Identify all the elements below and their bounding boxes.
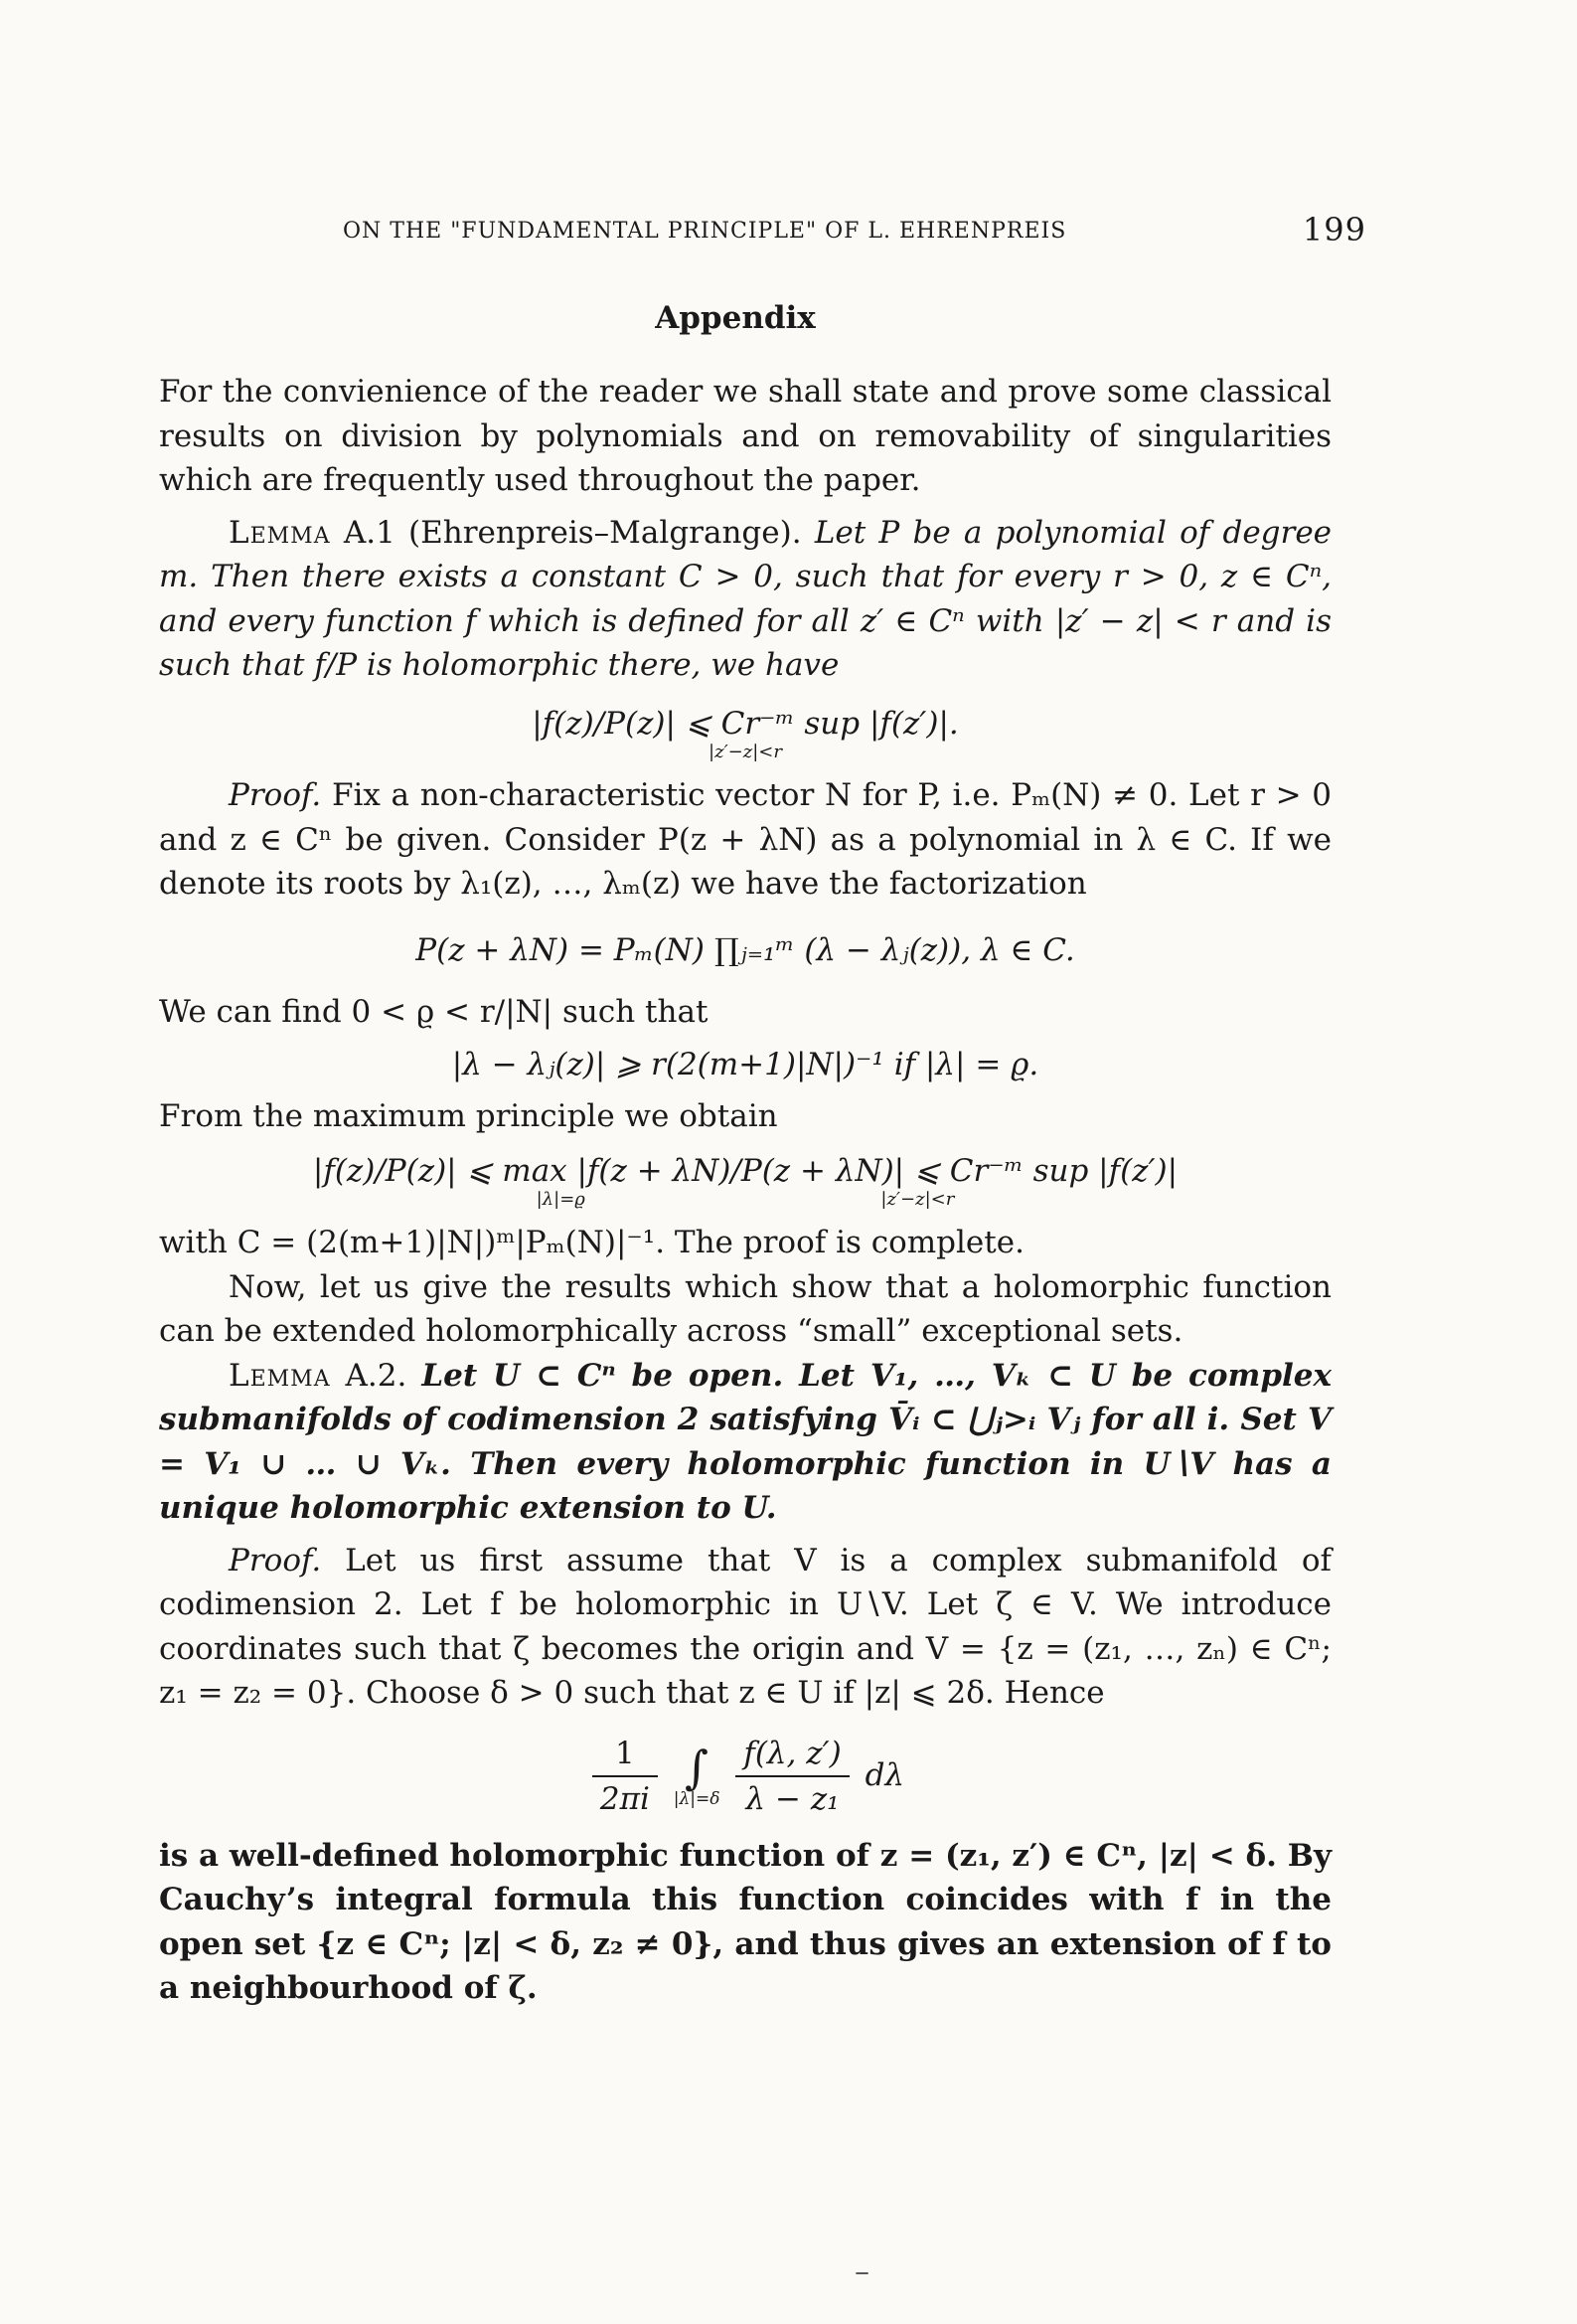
lemma-label: Lemma (229, 514, 331, 551)
factorization-formula: P(z + λN) = Pₘ(N) ∏ⱼ₌₁ᵐ (λ − λⱼ(z)), λ ∈ C. (415, 931, 1075, 968)
bound-formula: |λ − λⱼ(z)| ⩾ r(2(m+1)|N|)⁻¹ if |λ| = ϱ. (451, 1046, 1039, 1082)
proof-a2-part2: is a well-defined holomorphic function of z = (z₁, z′) ∈ Cⁿ, |z| < δ. By Cauchy’s integral formula this function coincides with f in the open set {z ∈ Cⁿ; |z| < δ, z₂ ≠ 0}, and thus gives an extension of f to a neighbourhood of ζ. (159, 1837, 1332, 2006)
lemma-a1 (159, 511, 1332, 688)
proof-a2-part1 (159, 1539, 1332, 1716)
fraction-prefactor: $\frac{1}{2\pi i}$ (592, 1732, 658, 1822)
max-principle-formula-sub: |λ|=ϱ |z′−z|<r (536, 1189, 955, 1210)
proof-a1-part2: We can find 0 < ϱ < r/|N| such that (159, 994, 709, 1030)
lemma-statement: Let P be a polynomial of degree m. Then there exists a constant C > 0, such that for every r > 0, z ∈ Cⁿ, and every function f which is defined for all z′ ∈ Cⁿ with |z′ − z| < r and is such that f/P is holomorphic there, we have (159, 514, 1333, 683)
proof-a1-part3: From the maximum principle we obtain (159, 1098, 778, 1134)
proof-label: Proof. (229, 777, 322, 813)
fraction-integrand: $\frac{f(\lambda, z')}{\text{λ − z₁}}$ (735, 1732, 849, 1822)
differential: dλ (865, 1756, 905, 1793)
transition-paragraph: Now, let us give the results which show that a holomorphic function can be extended holomorphically across “small” exceptional sets. (159, 1268, 1332, 1349)
running-title: ON THE "FUNDAMENTAL PRINCIPLE" OF L. EHRENPREIS (343, 219, 1067, 244)
lemma-number: A.1 (343, 514, 395, 551)
footer-mark: – (855, 2254, 869, 2289)
proof-text: Fix a non-characteristic vector N for P, i.e. Pₘ(N) ≠ 0. Let r > 0 and z ∈ Cⁿ be given. Consider P(z + λN) as a polynomial in λ ∈ C. If we denote its roots by λ₁(z), …, λₘ(z) we have the factorization (159, 777, 1332, 902)
lemma-number: A.2. (345, 1357, 407, 1394)
lemma-label: Lemma (229, 1357, 331, 1394)
section-title: Appendix (655, 300, 816, 336)
max-principle-formula: |f(z)/P(z)| ⩽ max |f(z + λN)/P(z + λN)| ⩽ Cr⁻ᵐ sup |f(z′)| (312, 1152, 1179, 1189)
lemma-a1-formula-sub: |z′−z|<r (709, 742, 782, 762)
cauchy-integral-formula (159, 1732, 1332, 1822)
main-text (159, 370, 1332, 2011)
lemma-a2 (159, 1354, 1332, 1531)
proof-a1-part4: with C = (2(m+1)|N|)ᵐ|Pₘ(N)|⁻¹. The proof is complete. (159, 1225, 1025, 1260)
lemma-statement: Let U ⊂ Cⁿ be open. Let V₁, …, Vₖ ⊂ U be complex submanifolds of codimension 2 satisfying V̄ᵢ ⊂ ⋃ⱼ>ᵢ Vⱼ for all i. Set V = V₁ ∪ … ∪ Vₖ. Then every holomorphic function in U∖V has a unique holomorphic extension to U. (159, 1357, 1333, 1526)
lemma-attribution: (Ehrenpreis–Malgrange). (408, 514, 802, 551)
proof-label: Proof. (229, 1542, 322, 1578)
lemma-a1-formula: |f(z)/P(z)| ⩽ Cr⁻ᵐ sup |f(z′)|. (532, 705, 959, 742)
page-number: 199 (1302, 211, 1366, 249)
integral-sign: ∫ |λ|=δ (673, 1741, 720, 1809)
proof-text: Let us first assume that V is a complex submanifold of codimension 2. Let f be holomorphic in U∖V. Let ζ ∈ V. We introduce coordinates such that ζ becomes the origin and V = {z = (z₁, …, zₙ) ∈ Cⁿ; z₁ = z₂ = 0}. Choose δ > 0 such that z ∈ U if |z| ⩽ 2δ. Hence (159, 1542, 1332, 1711)
proof-a1-part1 (159, 773, 1332, 907)
intro-paragraph: For the convienience of the reader we shall state and prove some classical results on division by polynomials and on removability of singularities which are frequently used throughout the paper. (159, 374, 1332, 498)
